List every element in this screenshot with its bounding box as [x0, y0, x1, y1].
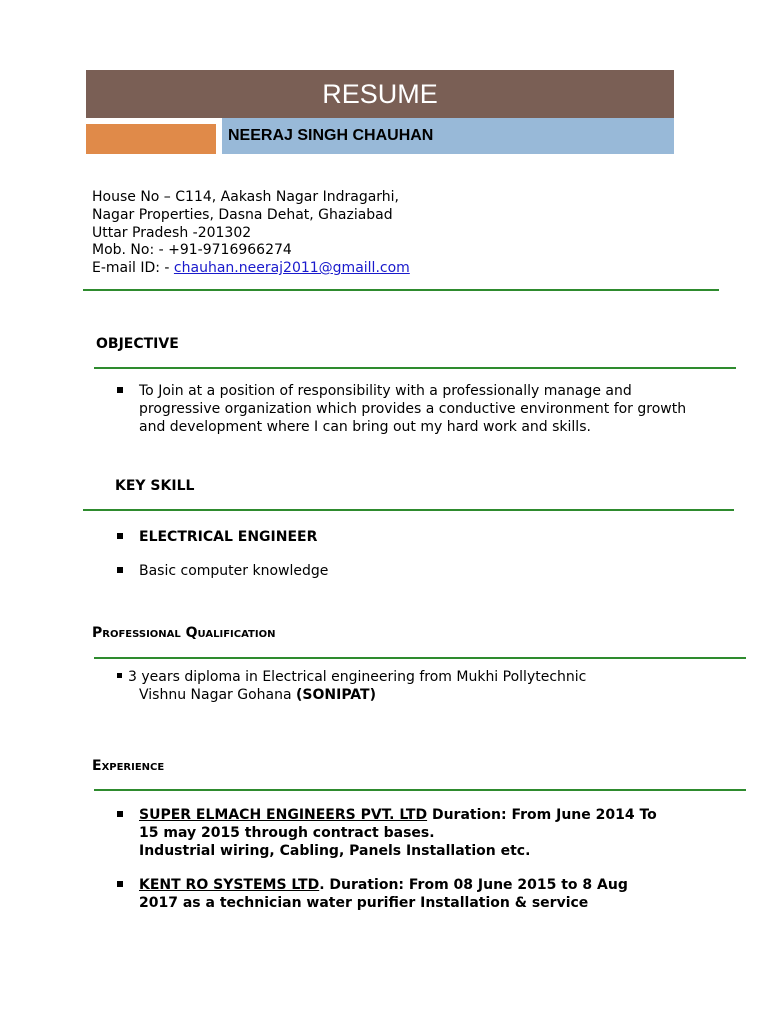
email-row: [92, 260, 410, 278]
job-1-line-1: [139, 806, 657, 824]
divider: [94, 657, 746, 659]
objective-heading: OBJECTIVE: [96, 336, 179, 352]
qualification-heading: Professional Qualification: [92, 625, 276, 641]
divider: [94, 367, 736, 369]
objective-line-1: To Join at a position of responsibility with a professionally manage and: [139, 383, 632, 399]
objective-line-2: progressive organization which provides a conductive environment for growth: [139, 401, 687, 417]
address-line-3: Uttar Pradesh -201302: [92, 225, 252, 241]
bullet-icon: [117, 811, 123, 817]
bullet-icon: [117, 881, 123, 887]
skill-item: Basic computer knowledge: [139, 563, 329, 579]
mobile-number: Mob. No: - +91-9716966274: [92, 242, 292, 258]
name-bar: [222, 118, 674, 154]
job-1-company: SUPER ELMACH ENGINEERS PVT. LTD: [139, 807, 428, 823]
divider: [83, 289, 719, 291]
objective-line-3: and development where I can bring out my hard work and skills.: [139, 419, 591, 435]
divider: [83, 509, 734, 511]
qualification-college: Vishnu Nagar Gohana: [139, 687, 297, 703]
qualification-city: (SONIPAT): [296, 687, 376, 703]
qualification-line-2: [139, 686, 376, 704]
accent-block: [86, 124, 216, 154]
email-label: E-mail ID: -: [92, 260, 174, 276]
qualification-line-1: 3 years diploma in Electrical engineering from Mukhi Pollytechnic: [128, 669, 587, 685]
key-skill-heading: KEY SKILL: [115, 478, 195, 494]
job-2-line-2: 2017 as a technician water purifier Installation & service: [139, 895, 589, 911]
resume-title: RESUME: [322, 78, 438, 109]
bullet-icon: [117, 567, 123, 573]
candidate-name: NEERAJ SINGH CHAUHAN: [228, 127, 434, 144]
resume-title-bar: [86, 70, 674, 118]
bullet-icon: [117, 387, 123, 393]
job-1-line-2: 15 may 2015 through contract bases.: [139, 825, 435, 841]
job-1-line-3: Industrial wiring, Cabling, Panels Installation etc.: [139, 843, 531, 859]
address-line-2: Nagar Properties, Dasna Dehat, Ghaziabad: [92, 207, 393, 223]
bullet-icon: [117, 533, 123, 539]
job-1-duration: Duration: From June 2014 To: [427, 807, 657, 823]
email-link[interactable]: chauhan.neeraj2011@gmaill.com: [173, 260, 410, 276]
bullet-icon: [117, 673, 122, 678]
divider: [94, 789, 746, 791]
experience-heading: Experience: [92, 758, 165, 774]
skill-item: ELECTRICAL ENGINEER: [139, 529, 318, 545]
address-line-1: House No – C114, Aakash Nagar Indragarhi,: [92, 189, 400, 205]
job-2-line-1: [139, 876, 628, 894]
job-2-duration: . Duration: From 08 June 2015 to 8 Aug: [319, 877, 628, 893]
job-2-company: KENT RO SYSTEMS LTD: [139, 877, 320, 893]
